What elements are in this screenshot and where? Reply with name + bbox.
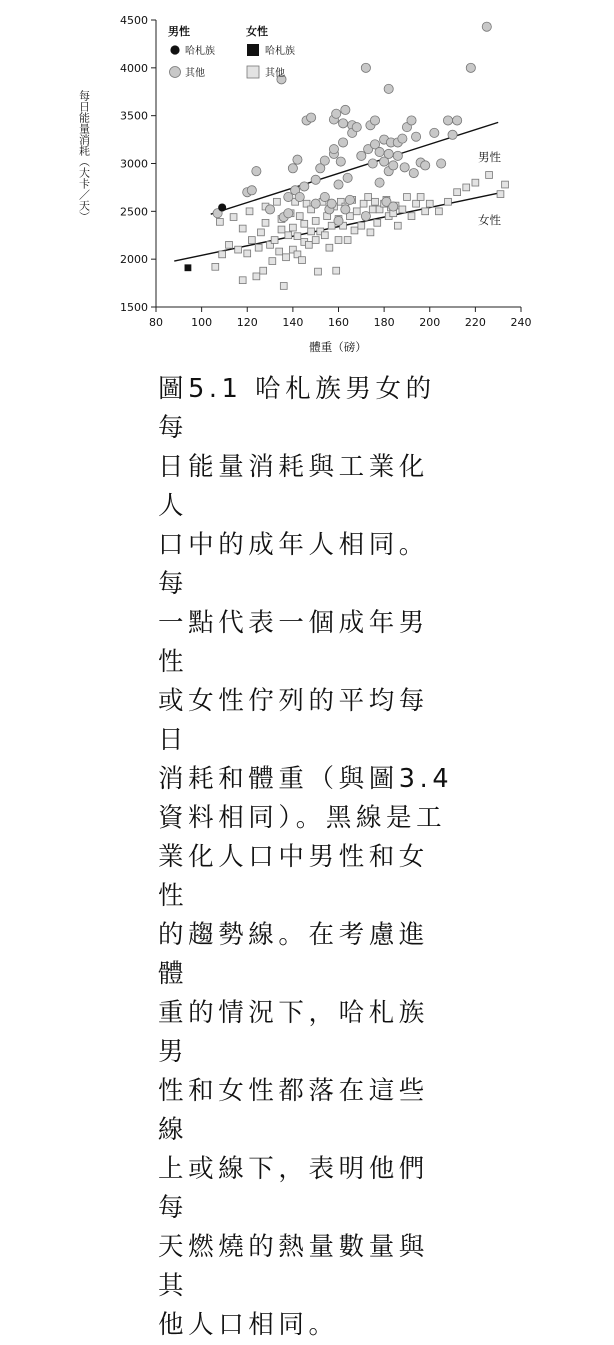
- caption-line: 業化人口中男性和女性: [158, 842, 429, 911]
- legend-label-men-hadza: 哈札族: [185, 46, 215, 57]
- point-men-other: [361, 212, 370, 221]
- point-men-other: [398, 134, 407, 143]
- trend-label-women: 女性: [478, 213, 501, 227]
- scatter-chart: [0, 0, 614, 365]
- legend-marker-women-hadza: [247, 44, 259, 56]
- point-women-other: [246, 208, 253, 215]
- x-tick-label: 220: [464, 316, 486, 329]
- point-men-other: [345, 195, 354, 204]
- point-women-other: [280, 283, 287, 290]
- point-men-other: [384, 84, 393, 93]
- point-men-other: [329, 145, 338, 154]
- point-men-other: [295, 192, 304, 201]
- point-men-other: [370, 116, 379, 125]
- point-men-other: [361, 63, 370, 72]
- point-men-other: [482, 22, 491, 31]
- point-women-other: [255, 244, 262, 251]
- point-women-other: [372, 198, 379, 205]
- point-men-other: [334, 180, 343, 189]
- y-axis-label: 每日能量消耗（大卡／天）: [77, 90, 91, 222]
- x-tick-label: 240: [510, 316, 532, 329]
- point-men-other: [334, 216, 343, 225]
- x-tick-label: 120: [236, 316, 258, 329]
- point-men-other: [421, 161, 430, 170]
- point-women-other: [408, 213, 415, 220]
- point-women-other: [333, 267, 340, 274]
- point-men-other: [430, 128, 439, 137]
- point-men-other: [293, 155, 302, 164]
- legend-marker-men-hadza: [170, 45, 179, 54]
- legend-label-women-other: 其他: [265, 68, 285, 79]
- point-women-other: [321, 232, 328, 239]
- point-women-other: [367, 229, 374, 236]
- point-women-other: [239, 277, 246, 284]
- legend-title-men: 男性: [168, 25, 190, 38]
- caption-line: 資料相同）。黑線是工: [158, 803, 447, 833]
- y-tick-label: 2000: [120, 253, 148, 267]
- point-women-other: [497, 191, 504, 198]
- point-women-other: [463, 184, 470, 191]
- point-women-other: [248, 237, 255, 244]
- point-women-hadza: [185, 264, 192, 271]
- point-women-other: [422, 208, 429, 215]
- legend-title-women: 女性: [246, 25, 268, 38]
- caption-line: 一點代表一個成年男性: [158, 608, 429, 677]
- point-women-other: [253, 273, 260, 280]
- point-women-other: [435, 208, 442, 215]
- chart-axes: [120, 14, 532, 329]
- point-women-other: [283, 254, 290, 261]
- point-men-other: [247, 186, 256, 195]
- y-tick-label: 3000: [120, 157, 148, 171]
- point-women-other: [502, 181, 509, 188]
- point-men-other: [448, 130, 457, 139]
- point-men-other: [284, 192, 293, 201]
- point-women-other: [258, 229, 265, 236]
- point-women-other: [305, 241, 312, 248]
- caption-line: 口中的成年人相同。每: [158, 530, 429, 599]
- point-men-other: [332, 109, 341, 118]
- point-women-other: [365, 194, 372, 201]
- point-women-other: [262, 219, 269, 226]
- point-women-other: [244, 250, 251, 257]
- point-men-other: [384, 149, 393, 158]
- point-men-hadza: [218, 204, 226, 212]
- point-men-other: [411, 132, 420, 141]
- point-women-other: [296, 213, 303, 220]
- point-men-other: [466, 63, 475, 72]
- point-men-other: [284, 209, 293, 218]
- y-tick-label: 4000: [120, 61, 148, 75]
- point-men-other: [407, 116, 416, 125]
- point-women-other: [399, 206, 406, 213]
- point-men-other: [320, 156, 329, 165]
- trend-label-men: 男性: [478, 150, 501, 164]
- point-women-other: [328, 222, 335, 229]
- point-women-other: [472, 179, 479, 186]
- point-women-other: [285, 232, 292, 239]
- y-tick-label: 3500: [120, 109, 148, 123]
- y-tick-label: 1500: [120, 301, 148, 314]
- point-women-other: [360, 200, 367, 207]
- caption-line: 天燃燒的熱量數量與其: [158, 1232, 429, 1301]
- trend-labels: [478, 150, 501, 227]
- caption-line: 性和女性都落在這些線: [158, 1076, 429, 1145]
- point-men-other: [265, 205, 274, 214]
- x-tick-label: 200: [419, 316, 441, 329]
- point-women-other: [269, 258, 276, 265]
- point-women-other: [404, 194, 411, 201]
- point-women-other: [274, 198, 281, 205]
- x-tick-label: 100: [191, 316, 213, 329]
- point-women-other: [413, 200, 420, 207]
- point-men-other: [336, 157, 345, 166]
- x-tick-label: 160: [328, 316, 349, 329]
- legend-marker-women-other: [247, 66, 259, 78]
- point-men-other: [409, 168, 418, 177]
- point-women-other: [294, 233, 301, 240]
- point-men-other: [288, 164, 297, 173]
- point-women-other: [394, 222, 401, 229]
- point-men-other: [389, 161, 398, 170]
- point-women-other: [301, 220, 308, 227]
- point-women-other: [426, 200, 433, 207]
- point-women-other: [271, 237, 278, 244]
- point-men-other: [341, 105, 350, 114]
- point-men-other: [389, 202, 398, 211]
- point-women-other: [335, 237, 342, 244]
- point-women-other: [417, 194, 424, 201]
- x-tick-label: 140: [282, 316, 304, 329]
- point-women-other: [344, 237, 351, 244]
- point-men-other: [327, 199, 336, 208]
- women-points: [185, 172, 509, 290]
- point-men-other: [393, 151, 402, 160]
- point-women-other: [299, 257, 306, 264]
- point-women-other: [326, 244, 333, 251]
- point-women-other: [315, 268, 322, 275]
- point-men-other: [400, 163, 409, 172]
- point-men-other: [352, 123, 361, 132]
- point-women-other: [239, 225, 246, 232]
- point-women-other: [486, 172, 493, 179]
- point-women-other: [454, 189, 461, 196]
- point-men-other: [252, 167, 261, 176]
- caption-line: 上或線下，表明他們每: [158, 1154, 429, 1223]
- point-men-other: [453, 116, 462, 125]
- chart-legend: [168, 24, 295, 79]
- legend-label-men-other: 其他: [185, 68, 205, 79]
- point-men-other: [343, 173, 352, 182]
- point-women-other: [351, 227, 358, 234]
- legend-marker-men-other: [170, 67, 181, 78]
- caption-line: 或女性佇列的平均每日: [158, 686, 429, 755]
- point-men-other: [338, 138, 347, 147]
- point-men-other: [300, 182, 309, 191]
- caption-line: 圖5.1 哈札族男女的每: [158, 374, 436, 443]
- caption-line: 他人口相同。: [158, 1310, 339, 1340]
- point-men-other: [375, 147, 384, 156]
- point-women-other: [353, 208, 360, 215]
- x-tick-label: 80: [149, 316, 163, 329]
- point-women-other: [219, 251, 226, 258]
- point-women-other: [308, 228, 315, 235]
- point-women-other: [230, 214, 237, 221]
- point-men-other: [341, 205, 350, 214]
- x-axis-label: 體重（磅）: [309, 340, 367, 354]
- point-women-other: [278, 226, 285, 233]
- legend-label-women-hadza: 哈札族: [265, 46, 295, 57]
- point-women-other: [260, 267, 267, 274]
- point-women-other: [276, 248, 283, 255]
- point-men-other: [311, 175, 320, 184]
- point-women-other: [216, 218, 223, 225]
- point-women-other: [445, 198, 452, 205]
- point-women-other: [235, 246, 242, 253]
- y-tick-label: 4500: [120, 14, 148, 27]
- caption-line: 消耗和體重（與圖3.4: [158, 764, 454, 794]
- point-women-other: [369, 206, 376, 213]
- point-men-other: [368, 159, 377, 168]
- caption-line: 重的情況下，哈札族男: [158, 998, 429, 1067]
- point-men-other: [320, 192, 329, 201]
- figure-caption: [158, 370, 458, 1345]
- point-men-other: [443, 116, 452, 125]
- point-women-other: [358, 222, 365, 229]
- point-women-other: [312, 218, 319, 225]
- x-tick-label: 180: [373, 316, 395, 329]
- caption-line: 的趨勢線。在考慮進體: [158, 920, 429, 989]
- point-women-other: [312, 237, 319, 244]
- point-women-other: [226, 241, 233, 248]
- point-women-other: [289, 224, 296, 231]
- point-women-other: [212, 263, 219, 270]
- point-men-other: [375, 178, 384, 187]
- point-men-other: [357, 151, 366, 160]
- point-men-other: [307, 113, 316, 122]
- point-men-other: [311, 199, 320, 208]
- caption-line: 日能量消耗與工業化人: [158, 452, 429, 521]
- point-men-other: [338, 119, 347, 128]
- y-tick-label: 2500: [120, 205, 148, 219]
- point-men-other: [437, 159, 446, 168]
- point-women-other: [374, 219, 381, 226]
